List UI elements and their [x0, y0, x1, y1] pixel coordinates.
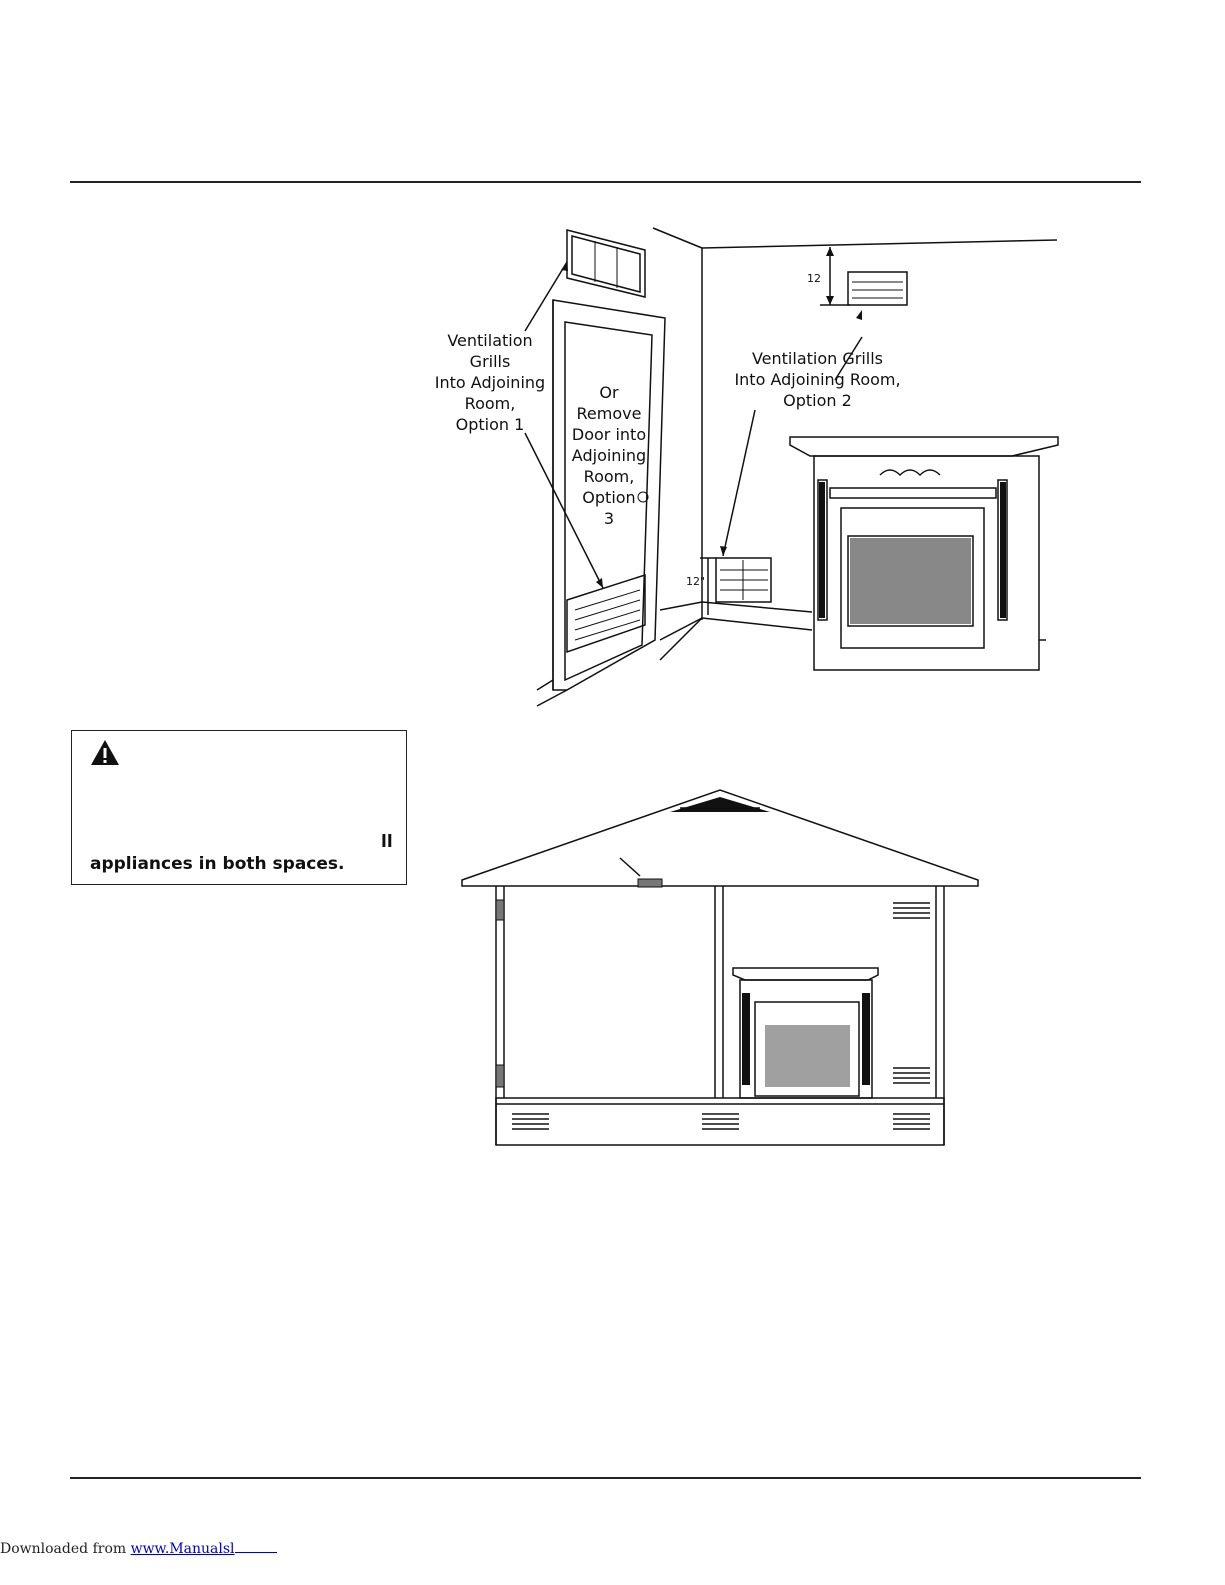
dimension-bottom: 12": [686, 575, 706, 588]
footer-rule: [70, 1477, 1141, 1479]
dimension-top: 12: [807, 272, 821, 285]
label-option-2: Ventilation Grills Into Adjoining Room, Option 2: [734, 349, 901, 410]
footer-prefix: Downloaded from: [0, 1541, 131, 1557]
warning-box: [71, 730, 407, 885]
manuals-link[interactable]: www.Manualsl: [130, 1541, 235, 1557]
label-option-3: Or Remove Door into Adjoining Room, Option 3: [571, 383, 647, 528]
warning-last-line: appliances in both spaces.: [90, 854, 345, 874]
warning-icon: [89, 738, 121, 768]
warning-fragment: ll: [381, 832, 393, 852]
download-footer: [0, 1541, 277, 1557]
label-option-1: Ventilation Grills Into Adjoining Room, Option 1: [434, 331, 546, 434]
